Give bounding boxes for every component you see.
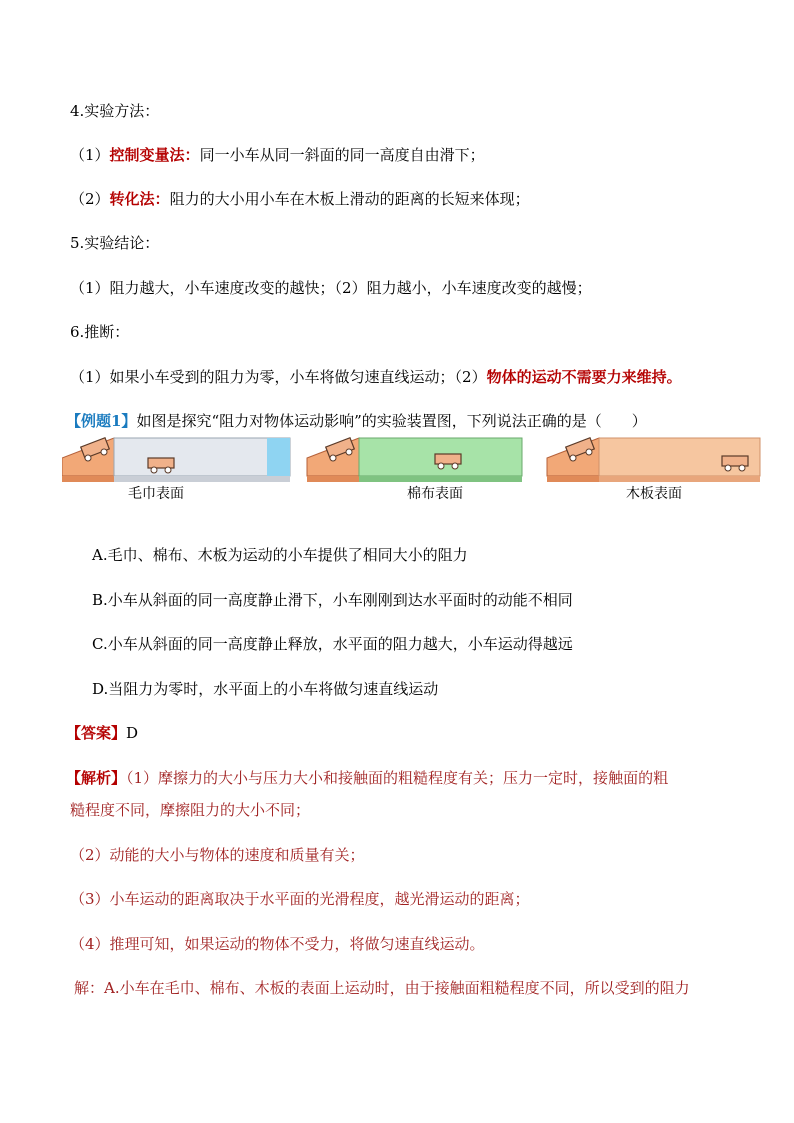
method-item-2-text: 阻力的大小用小车在木板上滑动的距离的长短来体现；: [169, 190, 530, 208]
panel-towel: [62, 438, 290, 482]
example-question: [66, 411, 647, 431]
method-item-1-num: （1）: [70, 146, 110, 164]
method-item-1-text: 同一小车从同一斜面的同一高度自由滑下；: [199, 146, 485, 164]
label-board: 木板表面: [626, 486, 682, 502]
answer-value: D: [126, 724, 139, 742]
analysis-p5: 解：A.小车在毛巾、棉布、木板的表面上运动时，由于接触面粗糙程度不同，所以受到的阻力: [74, 979, 690, 997]
analysis-p4: （4）推理可知，如果运动的物体不受力，将做匀速直线运动。: [70, 935, 485, 953]
label-cotton: 棉布表面: [407, 486, 463, 502]
option-a: A.毛巾、棉布、木板为运动的小车提供了相同大小的阻力: [92, 546, 468, 564]
conclusion-text: （1）阻力越大，小车速度改变的越快；（2）阻力越小，小车速度改变的越慢；: [70, 279, 592, 297]
analysis-p1a: [66, 768, 668, 788]
option-d: D.当阻力为零时，水平面上的小车将做匀速直线运动: [92, 680, 439, 698]
option-c: C.小车从斜面的同一高度静止释放，水平面的阻力越大，小车运动得越远: [92, 635, 573, 653]
answer-tag: 【答案】: [66, 724, 127, 742]
answer: [66, 723, 138, 743]
analysis-tag: 【解析】: [66, 769, 127, 787]
option-b: B.小车从斜面的同一高度静止滑下，小车刚刚到达水平面时的动能不相同: [92, 591, 573, 609]
method-item-2-key: 转化法：: [109, 190, 170, 208]
analysis-p1b: 糙程度不同，摩擦阻力的大小不同；: [70, 801, 311, 819]
analysis-p1a-text: （1）摩擦力的大小与压力大小和接触面的粗糙程度有关；压力一定时，接触面的粗: [126, 769, 669, 787]
analysis-p3: （3）小车运动的距离取决于水平面的光滑程度，越光滑运动的距离；: [70, 890, 530, 908]
panel-cotton: [307, 438, 522, 482]
method-item-2: [70, 189, 530, 209]
method-item-2-num: （2）: [70, 190, 110, 208]
inference-text-a: （1）如果小车受到的阻力为零，小车将做匀速直线运动；（2）: [70, 368, 487, 386]
section-5-title: 5.实验结论：: [70, 234, 160, 252]
method-item-1: [70, 145, 485, 165]
example-question-text: 如图是探究“阻力对物体运动影响”的实验装置图，下列说法正确的是（ ）: [136, 412, 647, 430]
label-towel: 毛巾表面: [128, 486, 184, 502]
example-tag: 【例题1】: [66, 412, 137, 430]
inference-text: [70, 367, 682, 387]
experiment-figure: [62, 436, 762, 506]
method-item-1-key: 控制变量法：: [109, 146, 200, 164]
towel-edge: [267, 438, 290, 476]
towel-surface: [114, 438, 290, 476]
inference-text-b: 物体的运动不需要力来维持。: [486, 368, 682, 386]
panel-board: [547, 438, 760, 482]
section-4-title: 4.实验方法：: [70, 102, 160, 120]
section-6-title: 6.推断：: [70, 323, 130, 341]
analysis-p2: （2）动能的大小与物体的速度和质量有关；: [70, 846, 365, 864]
